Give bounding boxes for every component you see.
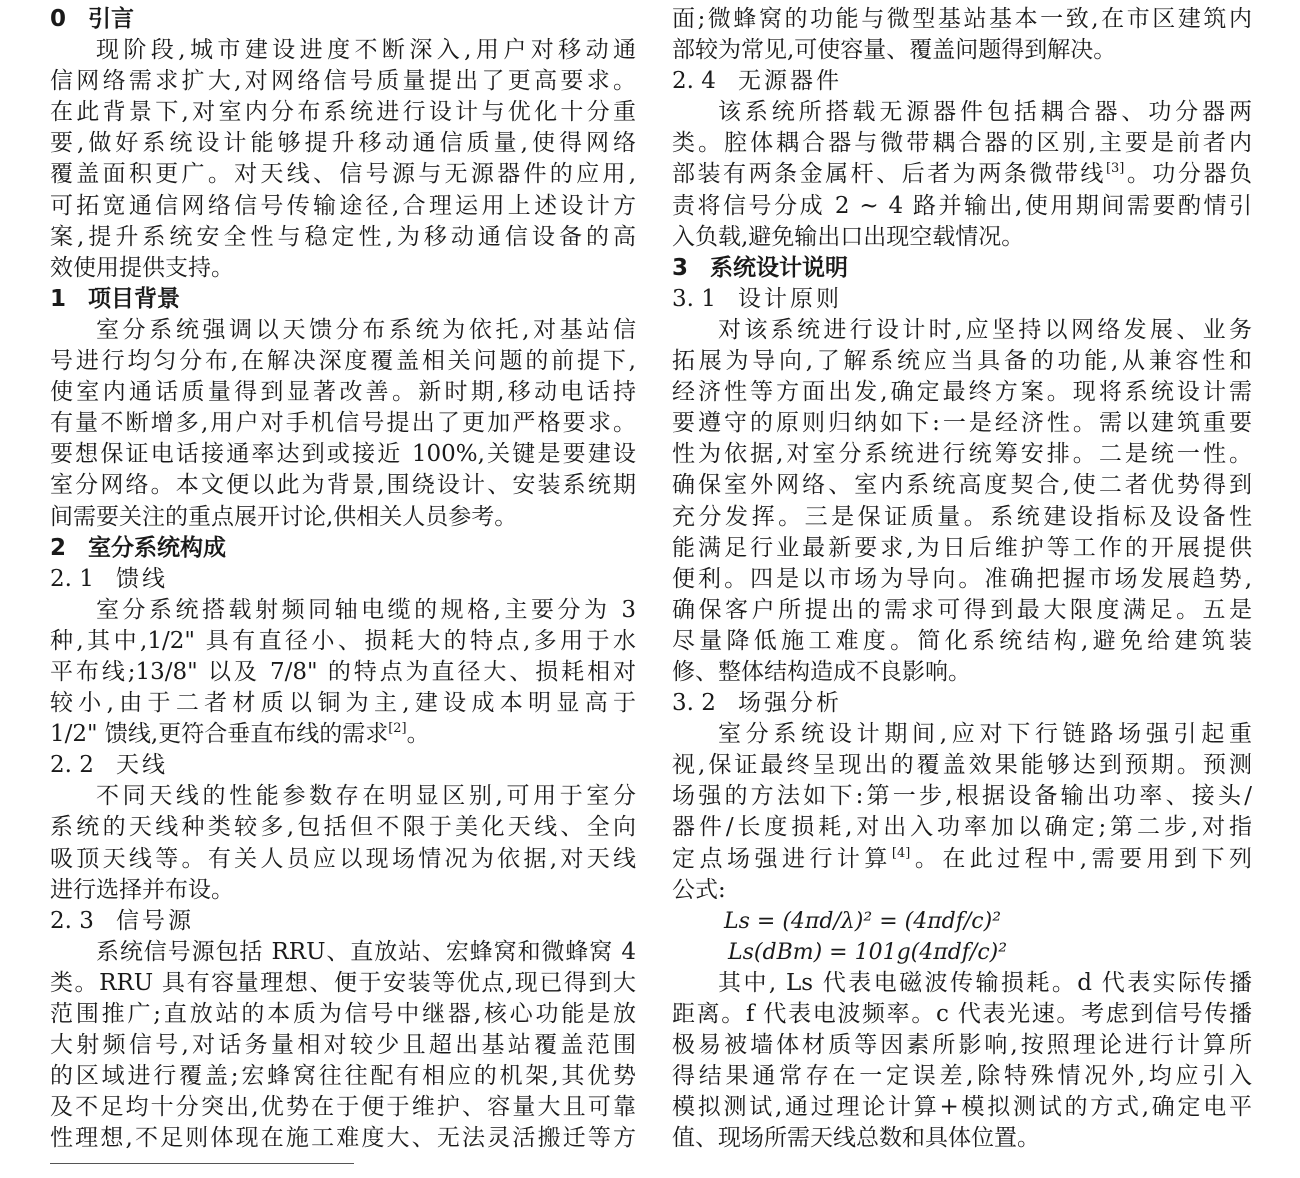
paragraph-line: 覆盖面积更广。对天线、信号源与无源器件的应用, bbox=[50, 161, 636, 188]
paragraph-line: 对该系统进行设计时,应坚持以网络发展、业务 bbox=[718, 316, 1252, 343]
formula-2: Ls(dBm) = 101g(4πdf/c)² bbox=[728, 939, 1008, 965]
paragraph-line: 其中, Ls 代表电磁波传输损耗。d 代表实际传播 bbox=[718, 969, 1252, 996]
paragraph-line: 责将信号分成 2 ~ 4 路并输出,使用期间需要酌情引 bbox=[672, 192, 1252, 219]
paragraph-line: 面;微蜂窝的功能与微型基站基本一致,在市区建筑内 bbox=[672, 6, 1252, 32]
paragraph-line: 器件/长度损耗,对出入功率加以确定;第二步,对指 bbox=[672, 814, 1252, 841]
paragraph-line: 尽量降低施工难度。简化系统结构,避免给建筑装 bbox=[672, 627, 1252, 654]
paragraph-line: 种,其中,1/2" 具有直径小、损耗大的特点,多用于水 bbox=[50, 627, 636, 654]
paragraph-line: 效使用提供支持。 bbox=[50, 254, 234, 281]
paragraph-line: 类。RRU 具有容量理想、便于安装等优点,现已得到大 bbox=[50, 969, 636, 996]
paragraph-line: 案,提升系统安全性与稳定性,为移动通信设备的高 bbox=[50, 223, 636, 250]
paragraph-line: 间需要关注的重点展开讨论,供相关人员参考。 bbox=[50, 503, 518, 530]
paragraph-line: 类。腔体耦合器与微带耦合器的区别,主要是前者内 bbox=[672, 130, 1252, 157]
paragraph-line: 得结果通常存在一定误差,除特殊情况外,均应引入 bbox=[672, 1063, 1252, 1090]
paragraph-line: 值、现场所需天线总数和具体位置。 bbox=[672, 1125, 1040, 1152]
paragraph-line: 有量不断增多,用户对手机信号提出了更加严格要求。 bbox=[50, 410, 636, 437]
paragraph-line: 修、整体结构造成不良影响。 bbox=[672, 658, 971, 685]
paragraph-line: 确保客户所提出的需求可得到最大限度满足。五是 bbox=[672, 596, 1252, 623]
paragraph-line: 经济性等方面出发,确定最终方案。现将系统设计需 bbox=[672, 379, 1252, 406]
paragraph-line: 性为依据,对室分系统进行统筹安排。二是统一性。 bbox=[672, 441, 1252, 468]
section-heading-0: 0 引言 bbox=[50, 6, 134, 32]
paragraph-line: 要遵守的原则归纳如下:一是经济性。需以建筑重要 bbox=[672, 410, 1252, 437]
subsection-heading-3-1: 3. 1 设计原则 bbox=[672, 285, 842, 312]
subsection-heading-2-1: 2. 1 馈线 bbox=[50, 565, 168, 592]
paragraph-line: 吸顶天线等。有关人员应以现场情况为依据,对天线 bbox=[50, 845, 636, 872]
paragraph-line: 号进行均匀分布,在解决深度覆盖相关问题的前提下, bbox=[50, 348, 636, 375]
paragraph-line: 极易被墙体材质等因素所影响,按照理论进行计算所 bbox=[672, 1032, 1252, 1059]
right-column bbox=[672, 4, 1252, 1154]
paragraph-line: 要想保证电话接通率达到或接近 100%,关键是要建设 bbox=[50, 441, 636, 468]
paragraph-line: 及不足均十分突出,优势在于便于维护、容量大且可靠 bbox=[50, 1094, 636, 1121]
subsection-heading-3-2: 3. 2 场强分析 bbox=[672, 690, 842, 717]
paragraph-line: 系统的天线种类较多,包括但不限于美化天线、全向 bbox=[50, 814, 636, 841]
paragraph-line: 的区域进行覆盖;宏蜂窝往往配有相应的机架,其优势 bbox=[50, 1063, 636, 1090]
paragraph-line: 距离。f 代表电波频率。c 代表光速。考虑到信号传播 bbox=[672, 1001, 1252, 1027]
paragraph-line: 入负载,避免输出口出现空载情况。 bbox=[672, 223, 1025, 250]
citation-ref: [4] bbox=[891, 845, 911, 861]
section-heading-3: 3 系统设计说明 bbox=[672, 254, 848, 281]
paragraph-line: 视,保证最终呈现出的覆盖效果能够达到预期。预测 bbox=[672, 752, 1252, 779]
paragraph-line: 充分发挥。三是保证质量。系统建设指标及设备性 bbox=[672, 503, 1252, 530]
paragraph-line: 室分系统搭载射频同轴电缆的规格,主要分为 3 bbox=[96, 596, 636, 623]
paragraph-line: 要,做好系统设计能够提升移动通信质量,使得网络 bbox=[50, 130, 636, 157]
paragraph-line: 平布线;13/8" 以及 7/8" 的特点为直径大、损耗相对 bbox=[50, 658, 636, 685]
citation-ref: [3] bbox=[1105, 161, 1125, 177]
paragraph-line: 确保室外网络、室内系统高度契合,使二者优势得到 bbox=[672, 472, 1252, 499]
paragraph-line: 信网络需求扩大,对网络信号质量提出了更高要求。 bbox=[50, 68, 636, 95]
footnote-divider bbox=[50, 1163, 354, 1164]
paragraph-line: 室分系统设计期间,应对下行链路场强引起重 bbox=[718, 721, 1252, 748]
paragraph-line: 室分系统强调以天馈分布系统为依托,对基站信 bbox=[96, 316, 636, 343]
paragraph-line: 范围推广;直放站的本质为信号中继器,核心功能是放 bbox=[50, 1001, 636, 1027]
left-column bbox=[50, 4, 636, 1154]
paragraph-line: 系统信号源包括 RRU、直放站、宏蜂窝和微蜂窝 4 bbox=[96, 938, 636, 965]
paragraph-line: 定点场强进行计算[4]。在此过程中,需要用到下列 bbox=[672, 845, 1252, 872]
citation-ref: [2] bbox=[388, 721, 407, 737]
paragraph-line: 该系统所搭载无源器件包括耦合器、功分器两 bbox=[718, 99, 1252, 126]
paragraph-line: 现阶段,城市建设进度不断深入,用户对移动通 bbox=[96, 37, 636, 64]
paragraph-line: 大射频信号,对话务量相对较少且超出基站覆盖范围 bbox=[50, 1032, 636, 1059]
section-heading-2: 2 室分系统构成 bbox=[50, 534, 226, 561]
subsection-heading-2-3: 2. 3 信号源 bbox=[50, 907, 194, 934]
paragraph-line: 性理想,不足则体现在施工难度大、无法灵活搬迁等方 bbox=[50, 1125, 636, 1152]
paragraph-line: 便利。四是以市场为导向。准确把握市场发展趋势, bbox=[672, 565, 1252, 592]
paragraph-line: 能满足行业最新要求,为日后维护等工作的开展提供 bbox=[672, 534, 1252, 561]
subsection-heading-2-4: 2. 4 无源器件 bbox=[672, 68, 842, 95]
paragraph-line: 部装有两条金属杆、后者为两条微带线[3]。功分器负 bbox=[672, 161, 1252, 188]
paragraph-line: 较小,由于二者材质以铜为主,建设成本明显高于 bbox=[50, 690, 636, 717]
section-heading-1: 1 项目背景 bbox=[50, 285, 180, 312]
paragraph-line: 可拓宽通信网络信号传输途径,合理运用上述设计方 bbox=[50, 192, 636, 219]
paragraph-line: 进行选择并布设。 bbox=[50, 876, 234, 903]
paragraph-line: 1/2" 馈线,更符合垂直布线的需求[2]。 bbox=[50, 721, 430, 748]
paragraph-line: 场强的方法如下:第一步,根据设备输出功率、接头/ bbox=[672, 783, 1252, 810]
paragraph-line: 拓展为导向,了解系统应当具备的功能,从兼容性和 bbox=[672, 348, 1252, 375]
subsection-heading-2-2: 2. 2 天线 bbox=[50, 752, 168, 779]
paragraph-line: 使室内通话质量得到显著改善。新时期,移动电话持 bbox=[50, 379, 636, 406]
paragraph-line: 在此背景下,对室内分布系统进行设计与优化十分重 bbox=[50, 99, 636, 126]
paragraph-line: 室分网络。本文便以此为背景,围绕设计、安装系统期 bbox=[50, 472, 636, 499]
paragraph-line: 模拟测试,通过理论计算+模拟测试的方式,确定电平 bbox=[672, 1094, 1252, 1121]
formula-1: Ls = (4πd/λ)² = (4πdf/c)² bbox=[724, 908, 1002, 934]
paragraph-line: 部较为常见,可使容量、覆盖问题得到解决。 bbox=[672, 37, 1117, 64]
paragraph-line: 不同天线的性能参数存在明显区别,可用于室分 bbox=[96, 783, 636, 810]
paragraph-line: 公式: bbox=[672, 876, 726, 903]
